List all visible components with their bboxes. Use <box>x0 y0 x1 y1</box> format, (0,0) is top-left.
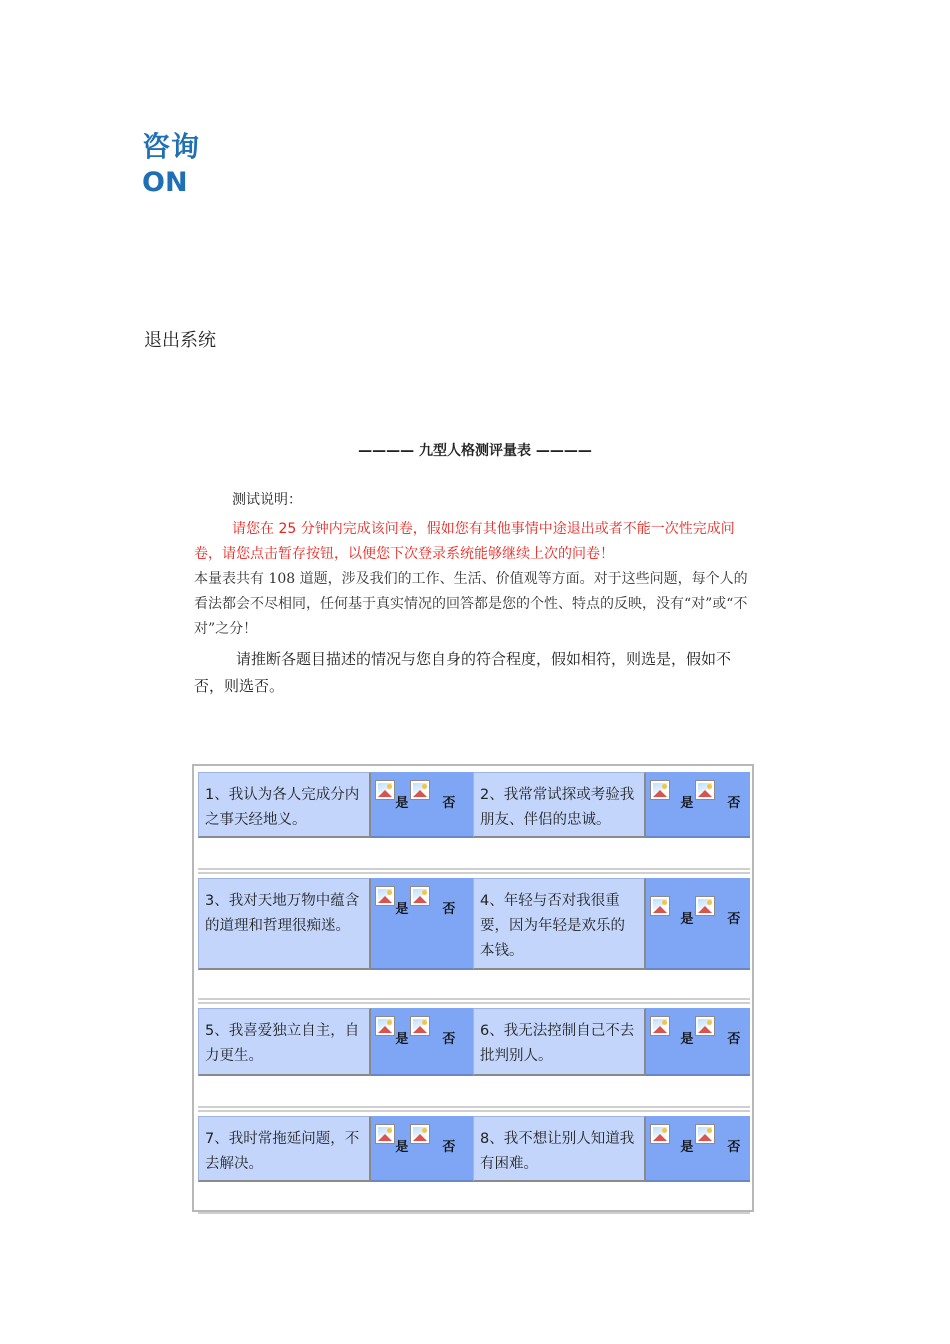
logo-english-text: ON <box>142 167 188 198</box>
intro-info: 本量表共有 108 道题，涉及我们的工作、生活、价值观等方面。对于这些问题，每个人的看法都会不尽相同，任何基于真实情况的回答都是您的个性、特点的反映，没有“对”或“不对”之分！ <box>194 571 748 637</box>
option-no-label[interactable]: 否 <box>442 1032 456 1047</box>
question-row <box>198 1116 750 1182</box>
page-title: ———— 九型人格测评量表 ———— <box>358 443 592 459</box>
row-divider <box>198 868 750 874</box>
question-5-answers <box>371 1008 473 1076</box>
option-yes-label[interactable]: 是 <box>395 796 409 811</box>
radio-image-icon[interactable] <box>695 780 715 800</box>
radio-image-icon[interactable] <box>650 1124 670 1144</box>
logo-chinese-text: 咨询 <box>142 130 201 163</box>
radio-image-icon[interactable] <box>695 1016 715 1036</box>
question-1-text: 1、我认为各人完成分内之事天经地义。 <box>198 772 371 838</box>
question-row <box>198 878 750 970</box>
question-row <box>198 772 750 838</box>
question-3-text: 3、我对天地万物中蕴含的道理和哲理很痴迷。 <box>198 878 371 970</box>
option-yes-label[interactable]: 是 <box>395 1032 409 1047</box>
question-5-text: 5、我喜爱独立自主，自力更生。 <box>198 1008 371 1076</box>
radio-image-icon[interactable] <box>375 780 395 800</box>
intro-section <box>194 488 759 700</box>
radio-image-icon[interactable] <box>650 780 670 800</box>
intro-guide: 请推断各题目描述的情况与您自身的符合程度，假如相符，则选是，假如不否，则选否。 <box>194 650 732 695</box>
question-2-text: 2、我常常试探或考验我朋友、伴侣的忠诚。 <box>473 772 646 838</box>
radio-image-icon[interactable] <box>695 896 715 916</box>
option-yes-label[interactable]: 是 <box>680 1140 694 1155</box>
option-yes-label[interactable]: 是 <box>680 796 694 811</box>
radio-image-icon[interactable] <box>375 1016 395 1036</box>
question-7-answers <box>371 1116 473 1182</box>
question-6-text: 6、我无法控制自己不去批判别人。 <box>473 1008 646 1076</box>
row-divider <box>198 1106 750 1112</box>
question-6-answers <box>646 1008 750 1076</box>
radio-image-icon[interactable] <box>375 1124 395 1144</box>
row-divider <box>198 1212 750 1214</box>
row-divider <box>198 998 750 1004</box>
question-7-text: 7、我时常拖延问题，不去解决。 <box>198 1116 371 1182</box>
intro-label: 测试说明： <box>232 492 302 508</box>
option-no-label[interactable]: 否 <box>442 796 456 811</box>
radio-image-icon[interactable] <box>695 1124 715 1144</box>
question-table <box>192 764 754 1212</box>
question-8-answers <box>646 1116 750 1182</box>
option-yes-label[interactable]: 是 <box>395 1140 409 1155</box>
radio-image-icon[interactable] <box>650 1016 670 1036</box>
option-yes-label[interactable]: 是 <box>395 902 409 917</box>
question-1-answers <box>371 772 473 838</box>
radio-image-icon[interactable] <box>650 896 670 916</box>
option-no-label[interactable]: 否 <box>727 1140 741 1155</box>
question-3-answers <box>371 878 473 970</box>
radio-image-icon[interactable] <box>410 1016 430 1036</box>
intro-notice: 请您在 25 分钟内完成该问卷，假如您有其他事情中途退出或者不能一次性完成问卷，请您点击暂存按钮，以便您下次登录系统能够继续上次的问卷！ <box>194 521 735 562</box>
logo <box>142 128 212 204</box>
option-yes-label[interactable]: 是 <box>680 912 694 927</box>
question-4-text: 4、年轻与否对我很重要，因为年轻是欢乐的本钱。 <box>473 878 646 970</box>
radio-image-icon[interactable] <box>410 1124 430 1144</box>
logout-link[interactable]: 退出系统 <box>144 330 216 351</box>
option-no-label[interactable]: 否 <box>727 1032 741 1047</box>
question-4-answers <box>646 878 750 970</box>
option-no-label[interactable]: 否 <box>727 912 741 927</box>
option-no-label[interactable]: 否 <box>442 902 456 917</box>
option-no-label[interactable]: 否 <box>442 1140 456 1155</box>
radio-image-icon[interactable] <box>375 886 395 906</box>
option-yes-label[interactable]: 是 <box>680 1032 694 1047</box>
question-8-text: 8、我不想让别人知道我有困难。 <box>473 1116 646 1182</box>
radio-image-icon[interactable] <box>410 780 430 800</box>
radio-image-icon[interactable] <box>410 886 430 906</box>
question-row <box>198 1008 750 1076</box>
question-2-answers <box>646 772 750 838</box>
option-no-label[interactable]: 否 <box>727 796 741 811</box>
